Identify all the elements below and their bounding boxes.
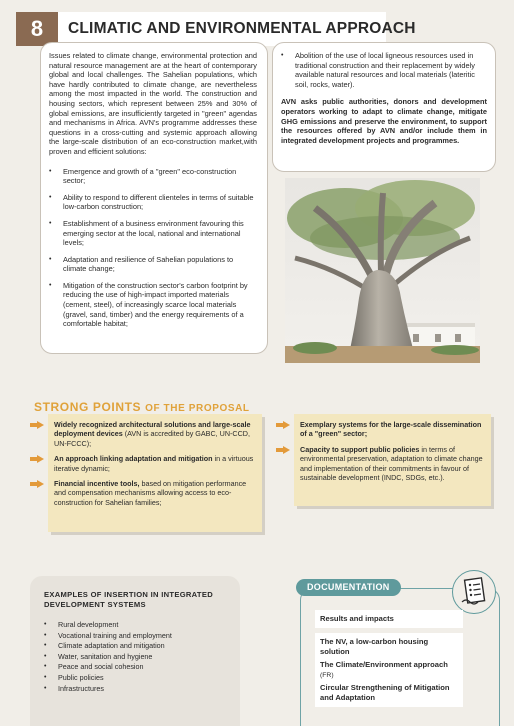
strong-point-text: in terms of environmental preservation, adaptation to climate change and implementation of their commitments in favour of sustainable development (INDC, SDGs, etc.). [300,444,483,483]
arrow-right-icon [30,455,44,463]
document-list-icon [452,570,496,614]
strong-point-text: (AVN is accredited by GABC, UN-CCD, UN-FCCC); [54,429,250,448]
list-item: • Rural development [44,620,226,631]
strong-point-text: in a virtuous iterative dynamic; [54,454,254,473]
doc-link-results-impacts[interactable] [315,610,463,628]
arrow-right-icon [276,446,290,454]
list-item: • Peace and social cohesion [44,662,226,673]
strong-points-left-box [48,414,262,532]
solutions-list [49,167,257,329]
solutions-list-continued [281,51,487,89]
list-item: • Vocational training and employment [44,631,226,642]
strong-point-item [300,445,485,483]
strong-point-item [54,479,256,507]
call-to-action-card [272,42,496,172]
examples-title: EXAMPLES OF INSERTION IN INTEGRATED DEVELOPMENT SYSTEMS [44,590,213,609]
intro-paragraph: Issues related to climate change, environmental protection and natural resource management are at the heart of contemporary global and local challenges. The Sahelian populations, which have hardly contributed to climate change, are nevertheless among the most impacted in the world. The construction and housing sectors, which represent between 25% and 30% of global emissions, are insufficiently targeted in "green" agendas and mechanisms in Africa. AVN's programme addresses these questions in a cross-cutting and systemic approach allowing the large-scale distribution of an eco-construction market,with proven and efficient solutions: [49,51,257,156]
list-item: • Water, sanitation and hygiene [44,652,226,663]
arrow-right-icon [30,421,44,429]
intro-card [40,42,268,354]
documentation-title: DOCUMENTATION [296,579,401,596]
doc-link-language-tag: (FR) [320,672,334,679]
baobab-illustration [285,178,480,363]
strong-point-bold: An approach linking adaptation and mitigation [54,454,213,464]
list-item: • Ability to respond to different clienteles in terms of suitable low-carbon construction; [49,193,257,212]
doc-link-label[interactable]: Circular Strengthening of Mitigation and Adaptation [320,683,450,702]
baobab-photo [285,178,480,363]
doc-link-circular-strengthening[interactable] [315,679,463,707]
list-item: • Mitigation of the construction sector's carbon footprint by reducing the use of high-impact imported materials (cement, steel), of increasingly scarce local materials (gravel, sand, timber) and the energy requirements of a comfortable habitat; [49,281,257,329]
list-item: • Adaptation and resilience of Sahelian populations to climate change; [49,255,257,274]
arrow-right-icon [30,480,44,488]
examples-panel [30,576,240,726]
list-item: • Climate adaptation and mitigation [44,641,226,652]
list-item: • Establishment of a business environment favouring this emerging sector at the local, national and international levels; [49,219,257,248]
strong-point-item [54,454,256,473]
strong-points-heading [34,400,250,414]
doc-link-label[interactable]: The NV, a low-carbon housing solution [320,637,429,656]
strong-point-bold: Widely recognized architectural solutions and large-scale deployment devices [54,420,251,439]
arrow-right-icon [276,421,290,429]
call-to-action-text: AVN asks public authorities, donors and development operators working to adapt to climate change, mitigate GHG emissions and preserve the environment, to support the resources offered by AVN and/or include them in integrated development projects and programmes. [281,97,487,145]
doc-link-label[interactable]: The Climate/Environment approach [320,660,448,669]
list-item: • Public policies [44,673,226,684]
examples-list [44,620,226,694]
strong-point-bold: Capacity to support public policies [300,444,420,454]
section-number: 8 [16,12,58,46]
strong-points-title: STRONG POINTS [34,400,142,414]
strong-point-bold: Financial incentive tools, [54,479,140,489]
strong-point-text: based on mitigation performance and compensation mechanisms allowing access to eco-construction for Sahelian families; [54,479,247,507]
section-title: CLIMATIC AND ENVIRONMENTAL APPROACH [68,20,416,37]
strong-points-subtitle: OF THE PROPOSAL [145,403,250,414]
strong-point-item [54,420,256,448]
list-item: • Infrastructures [44,684,226,695]
strong-point-bold: Exemplary systems for the large-scale dissemination of a "green" sector; [300,420,482,439]
strong-point-item [300,420,485,439]
list-item: • Abolition of the use of local ligneous resources used in traditional construction and their replacement by widely available natural resources and local materials (lateritic soil, rocks, water). [281,51,487,89]
doc-link-label[interactable]: Results and impacts [320,614,394,623]
strong-points-right-box [294,414,491,506]
list-item: • Emergence and growth of a "green" eco-construction sector; [49,167,257,186]
section-header [16,12,416,46]
